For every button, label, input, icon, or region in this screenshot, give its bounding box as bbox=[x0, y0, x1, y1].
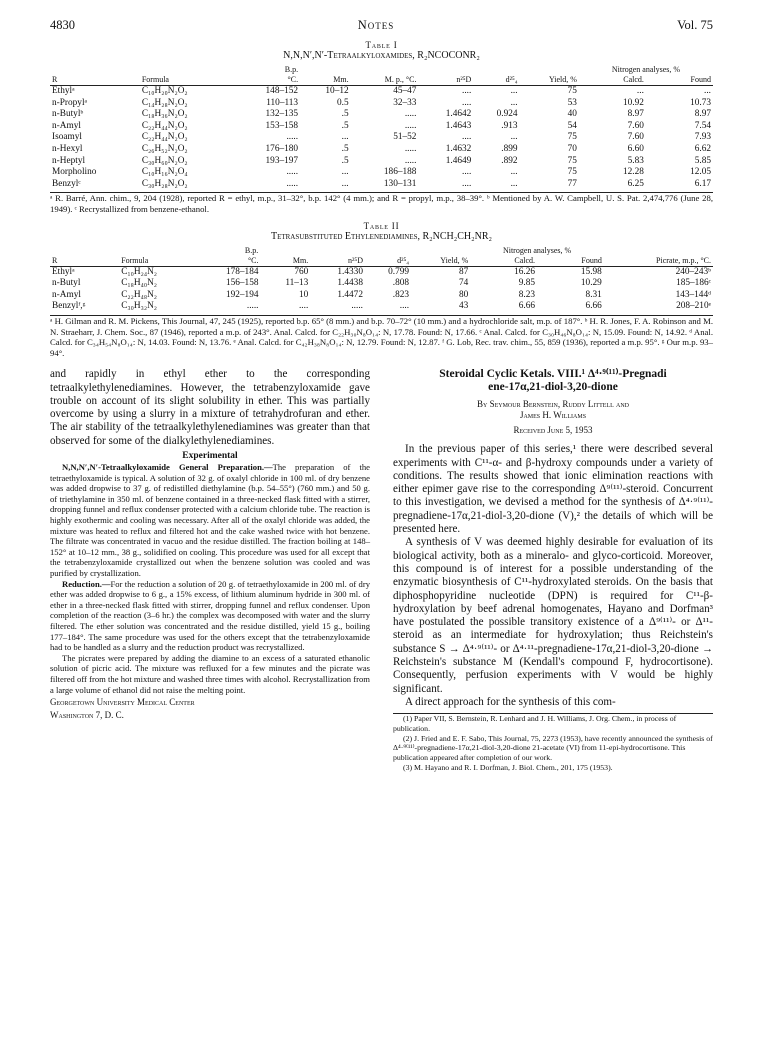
table2-cell: 6.66 bbox=[518, 301, 536, 312]
table1-cell: n-Hexyl bbox=[52, 143, 83, 154]
table1-cell: C₃₀H₂₈N₂O₂ bbox=[141, 178, 188, 189]
table2-col-header: n²⁵D bbox=[348, 255, 363, 265]
table1-cell: 77 bbox=[567, 178, 577, 189]
journal-page bbox=[50, 18, 713, 774]
table1-nitrogen-header: Nitrogen analyses, % bbox=[611, 65, 681, 74]
table1-col-header: Mm. bbox=[333, 75, 349, 84]
picrate-paragraph: The picrates were prepared by adding the diamine to an excess of a saturated ethanolic solution of picric acid. The mixture was refluxed for a few minutes and the picrate was filtered off from the hot mixture and washed three times with alcohol. Recrystallization from a large volume of ethanol did not raise the melting point. bbox=[50, 652, 370, 695]
table1-cell: ..... bbox=[286, 132, 299, 143]
table1-row bbox=[50, 156, 713, 168]
table2-bp-header: B.p. bbox=[244, 245, 259, 255]
table1-col-header: M. p., °C. bbox=[384, 75, 417, 84]
table1-cell: .913 bbox=[501, 120, 518, 131]
table1-cell: ... bbox=[510, 132, 518, 143]
table1-cell: 10.73 bbox=[690, 97, 711, 108]
table2-col-header: Picrate, m.p., °C. bbox=[656, 255, 711, 265]
two-column-body bbox=[50, 368, 713, 773]
table2-title: Table II bbox=[363, 220, 400, 231]
table1-cell: 12.05 bbox=[690, 167, 711, 178]
table1-cell: 40 bbox=[567, 109, 577, 120]
table2-cell: 8.31 bbox=[585, 289, 602, 300]
table2-subtitle: Tetrasubstituted Ethylenediamines, R₂NCH₂CH₂NR₂ bbox=[270, 230, 493, 242]
table2-col-header: Yield, % bbox=[440, 255, 469, 265]
table1-row bbox=[50, 132, 713, 144]
experimental-heading: Experimental bbox=[182, 451, 238, 462]
table1-row bbox=[50, 109, 713, 121]
right-column bbox=[393, 368, 713, 773]
table1-cell: 75 bbox=[567, 86, 577, 96]
affiliation-line: Georgetown University Medical Center bbox=[50, 697, 195, 708]
table1-col-header: d²⁵₄ bbox=[505, 75, 518, 84]
table2-cell: 9.85 bbox=[518, 278, 536, 289]
table2-cell: Ethylᵃ bbox=[52, 266, 75, 277]
table1-cell: .5 bbox=[341, 155, 349, 166]
table1-cell: ..... bbox=[404, 155, 417, 166]
table2-cell: n-Butyl bbox=[52, 278, 81, 289]
table2-cell: 15.98 bbox=[580, 266, 602, 277]
table1-row bbox=[50, 144, 713, 156]
table1-cell: n-Butylᵇ bbox=[52, 109, 84, 120]
table1-cell: 32–33 bbox=[393, 97, 417, 108]
table1-cell: C₂₂H₄₄N₂O₂ bbox=[141, 120, 188, 131]
article-title-line1: Steroidal Cyclic Ketals. VIII.¹ Δ⁴·⁹⁽¹¹⁾-Pregnadi bbox=[439, 368, 667, 381]
address-line: Washington 7, D. C. bbox=[50, 710, 124, 721]
table1-cell: 6.60 bbox=[627, 143, 644, 154]
table1-col-header: Yield, % bbox=[548, 75, 577, 84]
table1-cell: 10–12 bbox=[325, 86, 349, 96]
preparation-title: N,N,N′,N′-Tetraalkyloxamide General Preparation.— bbox=[62, 462, 273, 473]
table1-cell: C₂₆H₅₂N₂O₂ bbox=[141, 143, 188, 154]
table1-cell: .... bbox=[462, 178, 472, 189]
reference-item: (1) Paper VII, S. Bernstein, R. Lenhard and J. H. Williams, J. Org. Chem., in process of publication. bbox=[393, 714, 677, 733]
table2-row bbox=[50, 278, 713, 290]
table1-cell: ... bbox=[510, 97, 518, 108]
table1-cell: C₁₈H₃₆N₂O₂ bbox=[141, 109, 188, 120]
intro-paragraph: and rapidly in ethyl ether to the corresponding tetraalkylethylenediamines. However, the tetrabenzyloxamide gave trouble on account of its slight solubility in ether. This was partially overcome by using a slurry in a mixture of tetrahydrofuran and ether. The air stability of the tetraalkylethylenediamines was greater than that observed for some of the dialkylethylenediamines. bbox=[50, 368, 370, 447]
table2-cell: .... bbox=[298, 301, 309, 312]
table2-cell: 178–184 bbox=[225, 266, 259, 277]
table1-cell: .... bbox=[462, 86, 472, 96]
reference-list bbox=[393, 713, 713, 772]
table2-cell: 1.4472 bbox=[337, 289, 363, 300]
table1-footnotes: ᵃ R. Barré, Ann. chim., 9, 204 (1928), reported R = ethyl, m.p., 31–32°, b.p. 142° (4 mm.); and R = propyl, m.p., 38–39°. ᵇ Mentioned by A. W. Campbell, U. S. Pat. 2,474,776 (June 28, 1949). ᶜ Recrystallized from benzene-ethanol. bbox=[50, 193, 713, 214]
table2-col-header: Calcd. bbox=[514, 255, 536, 265]
table1-cell: 193–197 bbox=[265, 155, 299, 166]
table1-cell: 6.62 bbox=[694, 143, 711, 154]
table2-column-headers bbox=[50, 256, 713, 267]
table1-cell: Ethylᵃ bbox=[52, 86, 75, 96]
table1-row bbox=[50, 86, 713, 98]
left-column bbox=[50, 368, 370, 773]
table2-row bbox=[50, 290, 713, 302]
table2-cell: n-Amyl bbox=[52, 289, 81, 300]
table2-cell: 74 bbox=[458, 278, 469, 289]
table2-cell: .... bbox=[399, 301, 410, 312]
table2-cell: ..... bbox=[246, 301, 259, 312]
table2-col-header: Found bbox=[581, 255, 602, 265]
table1-cell: ..... bbox=[404, 143, 417, 154]
table2-cell: ..... bbox=[351, 301, 363, 312]
volume-label: Vol. 75 bbox=[677, 18, 713, 32]
table1-cell: 148–152 bbox=[265, 86, 299, 96]
table2-col-header: d²⁵₄ bbox=[397, 255, 410, 265]
table1-cell: 0.924 bbox=[496, 109, 518, 120]
table2-cell: 8.23 bbox=[518, 289, 536, 300]
table1-cell: Isoamyl bbox=[52, 132, 82, 143]
table1-cell: C₁₄H₂₈N₂O₂ bbox=[141, 97, 188, 108]
table2-cell: 80 bbox=[458, 289, 469, 300]
section-title: Notes bbox=[357, 18, 395, 32]
table1-cell: ..... bbox=[404, 109, 417, 120]
reduction-paragraph bbox=[50, 579, 370, 653]
table1-cell: .5 bbox=[341, 143, 349, 154]
body-paragraph-1: In the previous paper of this series,¹ there were described several experiments with C¹¹-α- and β-hydroxy compounds under a variety of conditions. The results showed that ionic elimination reactions with either epimer gave rise to the corresponding Δ⁹⁽¹¹⁾-steroid. Concurrent to this investigation, we devised a method for the synthesis of Δ⁴·⁹⁽¹¹⁾-pregnadiene-17α,21-diol-3,20-dione (V),² the details of which will be presented here. bbox=[393, 443, 713, 536]
table1-cell: 10.92 bbox=[622, 97, 644, 108]
table1-cell: 186–188 bbox=[383, 167, 417, 178]
table1-cell: .... bbox=[462, 167, 472, 178]
table1-col-header: Found bbox=[690, 75, 711, 84]
table2-nitrogen-header: Nitrogen analyses, % bbox=[502, 245, 572, 255]
table2-cell: 208–210ᵉ bbox=[676, 301, 711, 312]
table1-cell: ... bbox=[704, 86, 711, 96]
table1-cell: .... bbox=[462, 132, 472, 143]
table1-cell: 75 bbox=[567, 167, 577, 178]
table1-col-header: °C. bbox=[287, 75, 299, 84]
table1-cell: 110–113 bbox=[266, 97, 299, 108]
table1-cell: 130–131 bbox=[383, 178, 417, 189]
table2-cell: 1.4438 bbox=[337, 278, 363, 289]
table1-cell: ... bbox=[510, 86, 518, 96]
table1-cell: 7.93 bbox=[694, 132, 711, 143]
table1-cell: n-Amyl bbox=[52, 120, 81, 131]
table2-footnotes: ᵃ H. Gilman and R. M. Pickens, This Journal, 47, 245 (1925), reported b.p. 65° (8 mm.) and b.p. 70–72° (10 mm.) and a hydrochloride salt, m.p. of 187°. ᵇ H. R. Jones, F. A. Robinson and M. N. Straeharr, J. Chem. Soc., 87 (1946), reported a m.p. of 243°. Anal. Calcd. for C₂₂H₃₀N₈O₁₄: N, 17.78. Found: N, 17.66. ᶜ Anal. Calcd. for C₃₀H₄₆N₈O₁₄: N, 15.09. Found: N, 14.92. ᵈ Anal. Calcd. for C₃₄H₅₄N₈O₁₄: N, 14.03. Found: N, 13.76. ᵉ Anal. Calcd. for C₄₂H₃₈N₈O₁₄: N, 12.79. Found: N, 12.87. ᶠ G. Lob, Rec. trav. chim., 55, 859 (1936), reported a m.p. 95°. ᵍ Our m.p. 93–94°. bbox=[50, 315, 713, 358]
table1-cell: C₂₂H₄₄N₂O₂ bbox=[141, 132, 188, 143]
table1-cell: 75 bbox=[567, 155, 577, 166]
table2-cell: 1.4330 bbox=[337, 266, 363, 277]
table1-cell: 45–47 bbox=[393, 86, 417, 96]
table1-cell: 5.85 bbox=[694, 155, 711, 166]
table2-col-header: Mm. bbox=[292, 255, 309, 265]
reference-item: (3) M. Hayano and R. I. Dorfman, J. Biol. Chem., 201, 175 (1953). bbox=[403, 763, 613, 773]
table1-cell: 6.25 bbox=[627, 178, 644, 189]
running-header bbox=[50, 18, 713, 40]
table1-row bbox=[50, 98, 713, 110]
reduction-title: Reduction.— bbox=[62, 578, 111, 589]
table1-cell: 51–52 bbox=[393, 132, 417, 143]
page-number: 4830 bbox=[50, 18, 75, 32]
table2-cell: 16.26 bbox=[514, 266, 536, 277]
table2-cell: 6.66 bbox=[585, 301, 602, 312]
table1-col-header: Calcd. bbox=[623, 75, 644, 84]
table1-subtitle: N,N,N′,N′-Tetraalkyloxamides, R₂NCOCONR₂ bbox=[283, 50, 480, 61]
table1-cell: .899 bbox=[501, 143, 518, 154]
table1 bbox=[50, 65, 713, 190]
table2-cell: C₁₀H₂₄N₂ bbox=[121, 266, 158, 277]
table2-col-header: Formula bbox=[121, 255, 149, 265]
table1-cell: .... bbox=[462, 97, 472, 108]
table1-cell: .5 bbox=[341, 109, 349, 120]
table2-cell: 0.799 bbox=[388, 266, 410, 277]
table1-cell: 8.97 bbox=[694, 109, 711, 120]
table1-cell: 1.4649 bbox=[445, 155, 472, 166]
table1-cell: 54 bbox=[567, 120, 577, 131]
table2-cell: 11–13 bbox=[285, 278, 309, 289]
table2-cell: 143–144ᵈ bbox=[675, 289, 711, 300]
table1-row bbox=[50, 179, 713, 191]
table2-cell: 10.29 bbox=[580, 278, 602, 289]
preparation-paragraph bbox=[50, 462, 370, 579]
table1-cell: 5.83 bbox=[627, 155, 644, 166]
authors-line2: James H. Williams bbox=[519, 410, 587, 421]
table2-cell: 156–158 bbox=[225, 278, 259, 289]
table1-row bbox=[50, 167, 713, 179]
table1-cell: 0.5 bbox=[337, 97, 349, 108]
table2-col-header: R bbox=[52, 255, 58, 265]
table1-column-headers bbox=[50, 75, 713, 86]
table2-cell: 10 bbox=[298, 289, 309, 300]
table1-cell: Morpholino bbox=[52, 167, 97, 178]
table1-cell: 70 bbox=[567, 143, 577, 154]
table1-cell: 12.28 bbox=[622, 167, 644, 178]
table1-cell: ... bbox=[510, 178, 518, 189]
table1-cell: 153–158 bbox=[265, 120, 299, 131]
table1-row bbox=[50, 121, 713, 133]
table1-cell: 8.97 bbox=[627, 109, 644, 120]
table1-cell: .5 bbox=[341, 120, 349, 131]
table1-cell: ... bbox=[636, 86, 644, 96]
table1-cell: n-Heptyl bbox=[52, 155, 86, 166]
table2-cell: C₂₂H₄₈N₂ bbox=[121, 289, 158, 300]
table1-cell: C₁₀H₂₀N₂O₂ bbox=[141, 86, 188, 96]
table2-cell: C₁₈H₄₀N₂ bbox=[121, 278, 158, 289]
table1-cell: ..... bbox=[404, 120, 417, 131]
table2-cell: .808 bbox=[392, 278, 410, 289]
body-paragraph-3: A direct approach for the synthesis of this com- bbox=[405, 695, 616, 708]
table1-cell: ... bbox=[341, 178, 349, 189]
table1-cell: ... bbox=[510, 167, 518, 178]
table1-cell: 7.60 bbox=[627, 120, 644, 131]
table1-cell: 176–180 bbox=[265, 143, 299, 154]
table1-cell: ..... bbox=[286, 167, 299, 178]
table1-cell: 132–135 bbox=[265, 109, 299, 120]
table1-col-header: R bbox=[52, 75, 58, 84]
table2-cell: 760 bbox=[294, 266, 309, 277]
table1-cell: ..... bbox=[286, 178, 299, 189]
table2-cell: Benzylᶠ,ᵍ bbox=[52, 301, 86, 312]
table2-cell: .823 bbox=[392, 289, 410, 300]
table2-row bbox=[50, 266, 713, 278]
table1-col-header: n²⁵D bbox=[456, 75, 472, 84]
table2-cell: C₃₀H₃₂N₂ bbox=[121, 301, 158, 312]
table1-cell: 1.4642 bbox=[445, 109, 472, 120]
table1-cell: C₃₀H₆₀N₂O₂ bbox=[141, 155, 188, 166]
table1-bp-header: B.p. bbox=[284, 65, 299, 74]
table1-cell: .892 bbox=[501, 155, 518, 166]
table2-cell: 87 bbox=[458, 266, 469, 277]
table1-cell: ... bbox=[341, 132, 349, 143]
authors-line1: By Seymour Bernstein, Ruddy Littell and bbox=[477, 399, 629, 410]
table1-cell: n-Propylᵃ bbox=[52, 97, 88, 108]
table2-cell: 240–243ᵇ bbox=[675, 266, 711, 277]
table1-cell: 75 bbox=[567, 132, 577, 143]
table1-cell: ... bbox=[341, 167, 349, 178]
table2-col-header: °C. bbox=[247, 255, 259, 265]
body-paragraph-2: A synthesis of V was deemed highly desirable for evaluation of its biological activity, both as a mineralo- and glyco-corticoid. Moreover, this compound is of interest for a possible understanding of the enzymatic biosynthesis of C¹¹-hydroxylated steroids. On the basis that diphosphopyridine nucleotide (DPN) is required for C¹¹-β-hydroxylation by beef adrenal homogenates, Hayano and Dorfman³ have postulated the possible transitory existence of a Δ⁹⁽¹¹⁾- or Δ¹¹-steroid as an intermediate for hydroxylation; thus Reichstein's substance S → Δ⁴·⁹⁽¹¹⁾- or Δ⁴·¹¹-pregnadiene-17α,21-diol-3,20-dione → Reichstein's substance M (Kendall's compound F, hydrocortisone). Consequently, perfusion experiments with V would be highly significant. bbox=[393, 536, 713, 695]
table1-cell: 7.54 bbox=[694, 120, 711, 131]
table1-title: Table I bbox=[365, 40, 398, 50]
table1-cell: 1.4643 bbox=[445, 120, 472, 131]
table2-cell: 192–194 bbox=[225, 289, 259, 300]
table2 bbox=[50, 246, 713, 313]
table2-row bbox=[50, 301, 713, 313]
table1-cell: 6.17 bbox=[694, 178, 711, 189]
received-date: Received June 5, 1953 bbox=[513, 425, 593, 436]
table1-cell: 1.4632 bbox=[445, 143, 472, 154]
table1-col-header: Formula bbox=[141, 75, 169, 84]
table2-cell: 43 bbox=[458, 301, 469, 312]
table1-cell: 53 bbox=[567, 97, 577, 108]
table1-cell: 7.60 bbox=[627, 132, 644, 143]
table1-cell: C₁₀H₁₆N₂O₄ bbox=[141, 167, 188, 178]
table2-cell: 185–186ᶜ bbox=[676, 278, 711, 289]
article-title-line2: ene-17α,21-diol-3,20-dione bbox=[488, 381, 618, 394]
table1-cell: Benzylᶜ bbox=[52, 178, 81, 189]
preparation-text: The preparation of the tetraethyloxamide is typical. A solution of 32 g. of oxalyl chloride in 100 ml. of dry benzene was added dropwise to 37 g. of redistilled diethylamine (b.p. 54–55°) (760 mm.) and 50 g. of triethylamine in 350 ml. of benzene contained in a three-necked flask fitted with a stirrer, dropping funnel and reflux condenser protected with a calcium chloride tube. The reaction is highly exothermic and cooling was necessary. After all of the oxalyl chloride was added, the mixture was heated to reflux and filtered hot and the cake washed twice with hot benzene. The filtrate was concentrated in vacuo and the residue distilled. The fraction boiling at 148–152° at 10–12 mm., 38 g., solidified on cooling. This procedure was used for all except that the tetrabenzyloxamide crystallized out when the benzene solution was cooled and was purified by crystallization. bbox=[50, 462, 370, 578]
reference-item: (2) J. Fried and E. F. Sabo, This Journal, 75, 2273 (1953), have recently announced the synthesis of Δ⁴·⁹⁽¹¹⁾-pregnadiene-17α,21-diol-3,20-dione 21-acetate (VI) from 11-epi-hydrocortisone. This publication appeared after completion of our work. bbox=[393, 734, 713, 762]
reduction-text: For the reduction a solution of 20 g. of tetraethyloxamide in 200 ml. of dry ether was added dropwise to 6 g., a 15% excess, of lithium aluminum hydride in 300 ml. of ether in a three-necked flask fitted with stirrer, dropping funnel and reflux condenser. Upon completion of the reaction (3–6 hr.) the complex was decomposed with water and the slurry filtered. The ether solution was concentrated and the residue distilled, yield 15 g., boiling 177–184°. The same procedure was used for the others except that the tetrabenzyloxamide had to be handled as a slurry and the reduction product was recrystallized. bbox=[50, 578, 370, 653]
